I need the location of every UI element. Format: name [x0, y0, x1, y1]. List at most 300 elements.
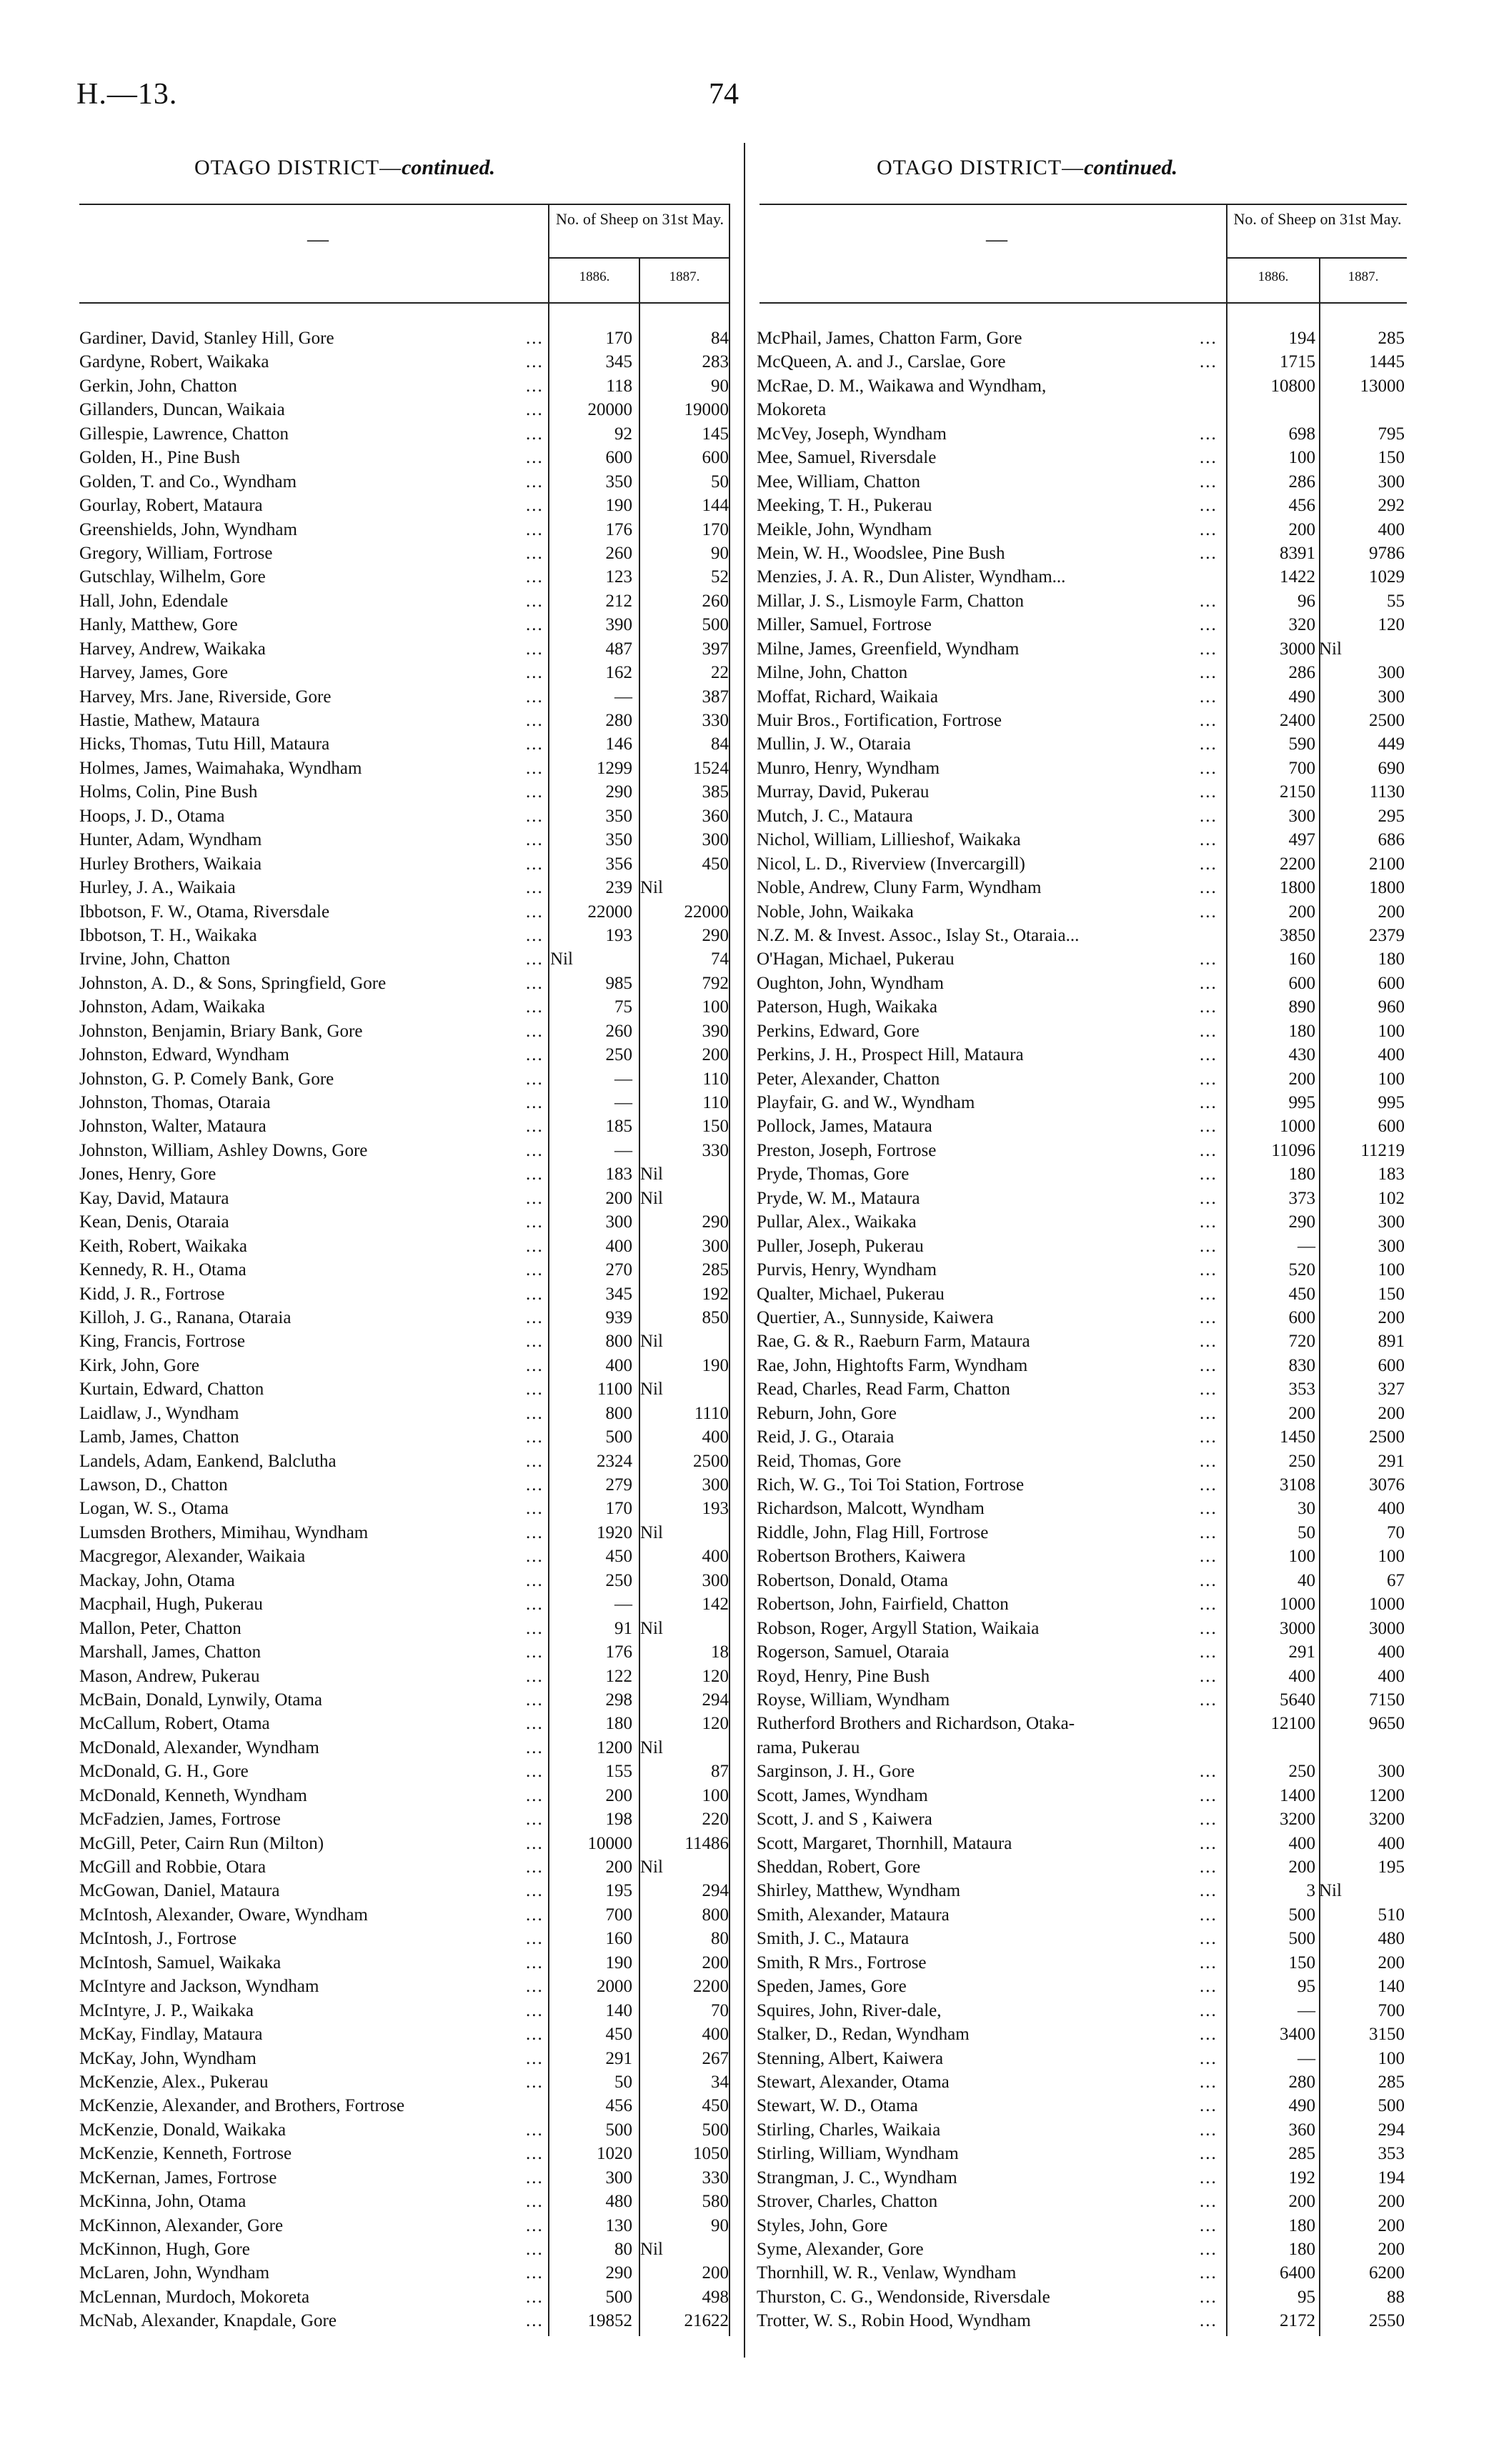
sheep-1886: 180	[1288, 1021, 1315, 1041]
right-table	[757, 326, 1407, 2333]
table-row	[79, 1019, 729, 1043]
table-row	[757, 1450, 1407, 1473]
sheep-1887: 400	[702, 1547, 729, 1567]
owner-name: Rutherford Brothers and Richardson, Otaka-	[757, 1714, 1075, 1734]
sheep-1887: 90	[711, 2215, 729, 2235]
table-row	[79, 1760, 729, 1783]
table-row	[79, 1258, 729, 1282]
sheep-1887: 34	[711, 2072, 729, 2092]
sheep-1887: 300	[702, 1570, 729, 1590]
table-row	[79, 2309, 729, 2333]
owner-name: McKenzie, Alex., Pukerau ...	[79, 2070, 729, 2094]
table-row	[79, 1521, 729, 1545]
table-row	[757, 804, 1407, 828]
sheep-1887: 290	[702, 1212, 729, 1232]
sheep-1887: 450	[702, 854, 729, 874]
owner-name: Lumsden Brothers, Mimihau, Wyndham ...	[79, 1521, 729, 1545]
sheep-1886: 2000	[597, 1977, 632, 1997]
table-row	[79, 1114, 729, 1138]
sheep-1887: 600	[1378, 1117, 1405, 1137]
owner-name: Hicks, Thomas, Tutu Hill, Mataura ...	[79, 732, 729, 756]
owner-name: Preston, Joseph, Fortrose ...	[757, 1139, 1407, 1162]
sheep-1886: 360	[1288, 2120, 1315, 2140]
right-sub-rule	[1226, 257, 1407, 259]
table-row	[757, 1473, 1407, 1497]
owner-name: Kean, Denis, Otaraia ...	[79, 1210, 729, 1234]
sheep-1887: 300	[702, 830, 729, 850]
left-head-rule	[79, 302, 729, 304]
owner-name: Gutschlay, Wilhelm, Gore ...	[79, 565, 729, 589]
owner-name: Thurston, C. G., Wendonside, Riversdale ...	[757, 2285, 1407, 2309]
right-top-rule	[760, 204, 1407, 205]
sheep-1886: 290	[1288, 1212, 1315, 1232]
sheep-1887: Nil	[640, 1188, 663, 1208]
owner-name: Noble, Andrew, Cluny Farm, Wyndham ...	[757, 876, 1407, 899]
table-row	[79, 1043, 729, 1067]
sheep-1886: 995	[1288, 1093, 1315, 1112]
sheep-1886: 1715	[1280, 352, 1315, 372]
sheep-1886: 3200	[1280, 1810, 1315, 1830]
sheep-1887: 300	[1378, 472, 1405, 492]
sheep-1887: 142	[702, 1595, 729, 1615]
owner-name: Reburn, John, Gore ...	[757, 1402, 1407, 1425]
sheep-1887: 300	[1378, 663, 1405, 683]
sheep-1886: 450	[605, 1547, 632, 1567]
owner-name: Perkins, Edward, Gore ...	[757, 1019, 1407, 1043]
sheep-1887: 100	[702, 1785, 729, 1805]
sheep-1887: 1050	[693, 2144, 729, 2164]
table-row	[79, 637, 729, 661]
owner-name: Meikle, John, Wyndham ...	[757, 518, 1407, 542]
sheep-1886: 1800	[1280, 878, 1315, 898]
owner-name: Meeking, T. H., Pukerau ...	[757, 494, 1407, 517]
owner-name: Richardson, Malcott, Wyndham ...	[757, 1497, 1407, 1520]
sheep-1887: 1200	[1369, 1785, 1405, 1805]
sheep-1887: Nil	[640, 1737, 663, 1757]
sheep-1887: 327	[1378, 1380, 1405, 1400]
owner-name: Milne, James, Greenfield, Wyndham ...	[757, 637, 1407, 661]
sheep-1887: 1445	[1369, 352, 1405, 372]
sheep-1887: 13000	[1360, 376, 1405, 396]
owner-name: Peter, Alexander, Chatton ...	[757, 1067, 1407, 1091]
table-row	[757, 1569, 1407, 1592]
owner-name: Marshall, James, Chatton ...	[79, 1640, 729, 1664]
sheep-1886: 200	[605, 1785, 632, 1805]
owner-name: Robson, Roger, Argyll Station, Waikaia ...	[757, 1617, 1407, 1640]
table-row	[79, 1855, 729, 1879]
owner-name: Robertson Brothers, Kaiwera ...	[757, 1545, 1407, 1568]
sheep-1887: 1110	[694, 1403, 729, 1423]
sheep-1886: 456	[1288, 496, 1315, 516]
owner-name: McGill, Peter, Cairn Run (Milton) ...	[79, 1832, 729, 1855]
table-row	[79, 422, 729, 446]
sheep-1887: 292	[1378, 496, 1405, 516]
table-row	[79, 995, 729, 1019]
sheep-1887: Nil	[640, 1380, 663, 1400]
owner-name: rama, Pukerau	[757, 1737, 860, 1757]
owner-name: Pollock, James, Mataura ...	[757, 1114, 1407, 1138]
table-row	[79, 2022, 729, 2046]
table-row	[757, 1043, 1407, 1067]
sheep-1887: 193	[702, 1499, 729, 1519]
sheep-1887: 700	[1378, 2000, 1405, 2020]
table-row	[79, 470, 729, 494]
owner-name: Mason, Andrew, Pukerau ...	[79, 1665, 729, 1688]
owner-name: Nichol, William, Lillieshof, Waikaka ...	[757, 828, 1407, 852]
owner-name: Ibbotson, F. W., Otama, Riversdale ...	[79, 900, 729, 924]
sheep-1887: 353	[1378, 2144, 1405, 2164]
owner-name: Royd, Henry, Pine Bush ...	[757, 1665, 1407, 1688]
sheep-1886: 3400	[1280, 2025, 1315, 2045]
sheep-1886: 2150	[1280, 782, 1315, 802]
sheep-1887: 9786	[1369, 543, 1405, 563]
table-row	[79, 828, 729, 852]
table-row	[79, 1354, 729, 1377]
owner-name: McIntosh, Alexander, Oware, Wyndham ...	[79, 1903, 729, 1927]
sheep-1886: 80	[614, 2240, 632, 2259]
sheep-1886: 10000	[587, 1833, 632, 1853]
table-row	[757, 1210, 1407, 1234]
sheep-1886: 185	[605, 1117, 632, 1137]
sheep-1887: 200	[702, 1952, 729, 1972]
sheep-1886: 140	[605, 2000, 632, 2020]
table-row	[79, 494, 729, 517]
table-row	[79, 1712, 729, 1735]
sheep-1887: 300	[702, 1475, 729, 1495]
sheep-1886: 260	[605, 543, 632, 563]
sheep-1887: 510	[1378, 1905, 1405, 1925]
table-row	[79, 1784, 729, 1807]
table-row	[757, 1114, 1407, 1138]
owner-name: Millar, J. S., Lismoyle Farm, Chatton ...	[757, 589, 1407, 613]
owner-name: Irvine, John, Chatton ...	[79, 947, 729, 971]
sheep-1886: —	[614, 687, 632, 707]
table-row	[757, 1617, 1407, 1640]
sheep-1887: 90	[711, 543, 729, 563]
sheep-1886: 160	[605, 1929, 632, 1949]
owner-name: Golden, T. and Co., Wyndham ...	[79, 470, 729, 494]
sheep-1886: 2324	[597, 1451, 632, 1471]
table-row	[79, 1450, 729, 1473]
table-row	[79, 1736, 729, 1760]
sheep-1887: 3000	[1369, 1618, 1405, 1638]
owner-name: Scott, James, Wyndham ...	[757, 1784, 1407, 1807]
owner-name: Mullin, J. W., Otaraia ...	[757, 732, 1407, 756]
sheep-1886: 500	[1288, 1905, 1315, 1925]
sheep-1886: 480	[605, 2192, 632, 2212]
owner-name: Sarginson, J. H., Gore ...	[757, 1760, 1407, 1783]
owner-name: Gillanders, Duncan, Waikaia ...	[79, 398, 729, 422]
owner-name: Purvis, Henry, Wyndham ...	[757, 1258, 1407, 1282]
table-row	[79, 2190, 729, 2213]
sheep-1886: —	[614, 1140, 632, 1160]
right-title-cont: continued.	[1084, 156, 1177, 179]
sheep-1886: 1100	[597, 1380, 632, 1400]
sheep-1886: 170	[605, 329, 632, 348]
sheep-1887: 200	[1378, 1307, 1405, 1327]
owner-name: Mee, Samuel, Riversdale ...	[757, 446, 1407, 469]
owner-name: McGill and Robbie, Otara ...	[79, 1855, 729, 1879]
sheep-1886: 286	[1288, 663, 1315, 683]
sheep-1886: 400	[605, 1355, 632, 1375]
left-title-cont: continued.	[402, 156, 495, 179]
table-row	[757, 732, 1407, 756]
table-row	[757, 1927, 1407, 1950]
sheep-1887: 2500	[693, 1451, 729, 1471]
table-row	[757, 2070, 1407, 2094]
sheep-1887: 294	[702, 1881, 729, 1901]
sheep-1886: 195	[605, 1881, 632, 1901]
sheep-1887: 88	[1387, 2287, 1405, 2307]
owner-name: Shirley, Matthew, Wyndham ...	[757, 1879, 1407, 1902]
table-row	[79, 732, 729, 756]
table-row	[79, 1545, 729, 1568]
right-title-main: OTAGO DISTRICT—	[877, 156, 1085, 179]
table-row	[79, 1665, 729, 1688]
sheep-1887: 385	[702, 782, 729, 802]
table-row	[79, 1951, 729, 1975]
sheep-1887: 795	[1378, 424, 1405, 444]
sheep-1886: 200	[1288, 519, 1315, 539]
owner-name: Golden, H., Pine Bush ...	[79, 446, 729, 469]
sheep-1887: 960	[1378, 997, 1405, 1017]
owner-name: Landels, Adam, Eankend, Balclutha ...	[79, 1450, 729, 1473]
table-row	[79, 685, 729, 709]
table-row	[757, 2309, 1407, 2333]
sheep-1887: 390	[702, 1021, 729, 1041]
table-row	[757, 518, 1407, 542]
table-row	[79, 1688, 729, 1712]
owner-name: Stalker, D., Redan, Wyndham ...	[757, 2022, 1407, 2046]
sheep-1886: 600	[605, 448, 632, 468]
owner-name: McKinnon, Hugh, Gore ...	[79, 2238, 729, 2261]
owner-name: Murray, David, Pukerau ...	[757, 780, 1407, 804]
sheep-1886: 180	[1288, 2240, 1315, 2259]
sheep-1887: 6200	[1369, 2263, 1405, 2283]
sheep-1886: —	[1298, 1236, 1315, 1256]
table-row	[79, 1999, 729, 2022]
sheep-1887: 686	[1378, 830, 1405, 850]
table-row	[757, 1521, 1407, 1545]
sheep-1886: 183	[605, 1164, 632, 1184]
table-row	[757, 2142, 1407, 2165]
left-top-rule	[79, 204, 729, 205]
sheep-1886: 490	[1288, 687, 1315, 707]
owner-name: McVey, Joseph, Wyndham ...	[757, 422, 1407, 446]
owner-name: Syme, Alexander, Gore ...	[757, 2238, 1407, 2261]
table-row	[79, 852, 729, 876]
owner-name: Mokoreta	[757, 400, 827, 420]
owner-name: Mallon, Peter, Chatton ...	[79, 1617, 729, 1640]
sheep-1886: 291	[1288, 1642, 1315, 1662]
sheep-1887: 11486	[684, 1833, 729, 1853]
table-row	[757, 1879, 1407, 1902]
table-row	[757, 1855, 1407, 1879]
sheep-1887: 995	[1378, 1093, 1405, 1112]
owner-name: Rae, John, Hightofts Farm, Wyndham ...	[757, 1354, 1407, 1377]
owner-name: Harvey, Andrew, Waikaka ...	[79, 637, 729, 661]
owner-name: Lamb, James, Chatton ...	[79, 1425, 729, 1449]
right-col-head: No. of Sheep on 31st May.	[1233, 210, 1402, 228]
sheep-1887: 74	[711, 949, 729, 969]
owner-name: Hoops, J. D., Otama ...	[79, 804, 729, 828]
sheep-1887: 1130	[1369, 782, 1405, 802]
owner-name: Holms, Colin, Pine Bush ...	[79, 780, 729, 804]
sheep-1887: 2200	[693, 1977, 729, 1997]
sheep-1887: 100	[1378, 1021, 1405, 1041]
sheep-1886: 270	[605, 1260, 632, 1280]
sheep-1887: 2500	[1369, 1427, 1405, 1447]
table-row	[757, 1665, 1407, 1688]
owner-name: O'Hagan, Michael, Pukerau ...	[757, 947, 1407, 971]
sheep-1887: 500	[702, 615, 729, 635]
owner-name: Gillespie, Lawrence, Chatton ...	[79, 422, 729, 446]
sheep-1887: 90	[711, 376, 729, 396]
sheep-1887: 360	[702, 806, 729, 826]
owner-name: Riddle, John, Flag Hill, Fortrose ...	[757, 1521, 1407, 1545]
owner-name: Hall, John, Edendale ...	[79, 589, 729, 613]
sheep-1887: 110	[702, 1069, 729, 1089]
owner-name: Strover, Charles, Chatton ...	[757, 2190, 1407, 2213]
sheep-1886: 75	[614, 997, 632, 1017]
owner-name: Squires, John, River-dale, ...	[757, 1999, 1407, 2022]
owner-name: Playfair, G. and W., Wyndham ...	[757, 1091, 1407, 1114]
owner-name: Smith, Alexander, Mataura ...	[757, 1903, 1407, 1927]
owner-name: Qualter, Michael, Pukerau ...	[757, 1282, 1407, 1306]
sheep-1887: 400	[1378, 1642, 1405, 1662]
owner-name: Muir Bros., Fortification, Fortrose ...	[757, 709, 1407, 732]
sheep-1887: Nil	[640, 1618, 663, 1638]
table-row	[79, 1139, 729, 1162]
owner-name: Johnston, Adam, Waikaka ...	[79, 995, 729, 1019]
sheep-1886: 96	[1298, 591, 1315, 611]
sheep-1887: 850	[702, 1307, 729, 1327]
table-row	[79, 1402, 729, 1425]
sheep-1886: 123	[605, 567, 632, 587]
table-row	[757, 1640, 1407, 1664]
owner-name: Hurley Brothers, Waikaia ...	[79, 852, 729, 876]
sheep-1886: 500	[605, 2287, 632, 2307]
sheep-1886: 190	[605, 496, 632, 516]
sheep-1886: 250	[605, 1045, 632, 1065]
sheep-1887: 580	[702, 2192, 729, 2212]
sheep-1886: 198	[605, 1810, 632, 1830]
sheep-1886: 500	[605, 1427, 632, 1447]
sheep-1886: 3000	[1280, 1618, 1315, 1638]
table-row	[757, 613, 1407, 637]
sheep-1886: 100	[1288, 448, 1315, 468]
sheep-1887: 1000	[1369, 1595, 1405, 1615]
sheep-1887: 7150	[1369, 1690, 1405, 1710]
sheep-1886: 345	[605, 1284, 632, 1304]
owner-name: Johnston, Edward, Wyndham ...	[79, 1043, 729, 1067]
table-row	[79, 2166, 729, 2190]
table-row	[757, 565, 1407, 589]
sheep-1886: 180	[605, 1714, 632, 1734]
sheep-1886: 2172	[1280, 2311, 1315, 2331]
table-row	[79, 1903, 729, 1927]
sheep-1886: 700	[1288, 758, 1315, 778]
owner-name: McKenzie, Kenneth, Fortrose ...	[79, 2142, 729, 2165]
sheep-1886: 450	[1288, 1284, 1315, 1304]
table-row	[79, 1377, 729, 1401]
owner-name: Miller, Samuel, Fortrose ...	[757, 613, 1407, 637]
sheep-1887: 150	[1378, 1284, 1405, 1304]
owner-name: McRae, D. M., Waikawa and Wyndham,	[757, 376, 1047, 396]
table-row	[79, 2118, 729, 2142]
sheep-1887: 80	[711, 1929, 729, 1949]
owner-name: Pullar, Alex., Waikaka ...	[757, 1210, 1407, 1234]
sheep-1887: 100	[1378, 1547, 1405, 1567]
sheep-1887: 449	[1378, 734, 1405, 754]
table-row	[757, 828, 1407, 852]
owner-name: Harvey, James, Gore ...	[79, 661, 729, 684]
sheep-1886: 12100	[1270, 1714, 1315, 1734]
sheep-1887: 500	[1378, 2096, 1405, 2116]
sheep-1886: 800	[605, 1403, 632, 1423]
owner-name: McLaren, John, Wyndham ...	[79, 2261, 729, 2285]
sheep-1887: 285	[702, 1260, 729, 1280]
owner-name: McCallum, Robert, Otama ...	[79, 1712, 729, 1735]
table-row	[757, 709, 1407, 732]
owner-name: McIntyre, J. P., Waikaka ...	[79, 1999, 729, 2022]
owner-name: Mein, W. H., Woodslee, Pine Bush ...	[757, 542, 1407, 565]
table-row	[79, 374, 729, 398]
sheep-1886: 2400	[1280, 711, 1315, 730]
table-row	[757, 2285, 1407, 2309]
owner-name: Mee, William, Chatton ...	[757, 470, 1407, 494]
table-row	[757, 542, 1407, 565]
sheep-1887: 150	[1378, 448, 1405, 468]
owner-name: Macgregor, Alexander, Waikaia ...	[79, 1545, 729, 1568]
table-row	[757, 2261, 1407, 2285]
sheep-1887: 200	[702, 1045, 729, 1065]
sheep-1886: —	[614, 1093, 632, 1112]
sheep-1886: 22000	[587, 902, 632, 922]
owner-name: Puller, Joseph, Pukerau ...	[757, 1235, 1407, 1258]
sheep-1887: 600	[1378, 973, 1405, 993]
sheep-1886: —	[1298, 2000, 1315, 2020]
owner-name: Gourlay, Robert, Mataura ...	[79, 494, 729, 517]
sheep-1886: 800	[605, 1332, 632, 1352]
table-row	[757, 1402, 1407, 1425]
sheep-1887: 120	[1378, 615, 1405, 635]
sheep-1887: 3150	[1369, 2025, 1405, 2045]
table-row	[757, 470, 1407, 494]
sheep-1887: 50	[711, 472, 729, 492]
sheep-1886: —	[614, 1595, 632, 1615]
owner-name: Nicol, L. D., Riverview (Invercargill) ...	[757, 852, 1407, 876]
sheep-1886: 200	[1288, 1403, 1315, 1423]
sheep-1887: 102	[1378, 1188, 1405, 1208]
owner-name: Moffat, Richard, Waikaia ...	[757, 685, 1407, 709]
owner-name: McKinna, John, Otama ...	[79, 2190, 729, 2213]
owner-name: Strangman, J. C., Wyndham ...	[757, 2166, 1407, 2190]
table-row	[757, 398, 1407, 422]
owner-name: King, Francis, Fortrose ...	[79, 1330, 729, 1353]
sheep-1887: Nil	[640, 1332, 663, 1352]
table-row	[79, 2070, 729, 2094]
sheep-1886: 353	[1288, 1380, 1315, 1400]
owner-name: Reid, J. G., Otaraia ...	[757, 1425, 1407, 1449]
table-row	[757, 1091, 1407, 1114]
sheep-1886: 2200	[1280, 854, 1315, 874]
sheep-1887: 267	[702, 2048, 729, 2068]
sheep-1887: 600	[1378, 1355, 1405, 1375]
owner-name: Munro, Henry, Wyndham ...	[757, 757, 1407, 780]
right-title	[877, 156, 1177, 180]
sheep-1886: 290	[605, 782, 632, 802]
